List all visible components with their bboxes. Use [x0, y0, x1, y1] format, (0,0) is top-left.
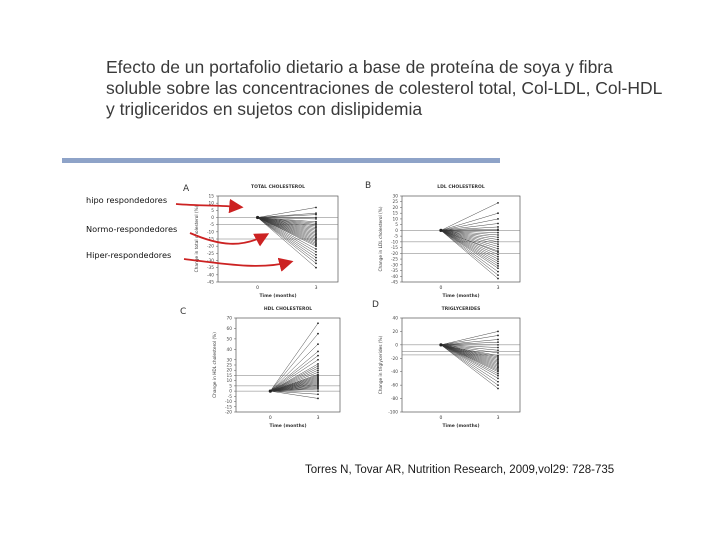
series-line	[441, 230, 498, 278]
series-end-point	[317, 333, 319, 335]
y-tick-label: -5	[209, 223, 214, 229]
series-end-point	[497, 271, 499, 273]
panel-title: LDL CHOLESTEROL	[437, 185, 485, 190]
baseline-point	[439, 343, 442, 346]
panel-a	[183, 184, 338, 299]
y-tick-label: 30	[392, 194, 398, 200]
series-end-point	[497, 388, 499, 390]
x-axis-label: Time (months)	[442, 294, 480, 299]
y-tick-label: 25	[226, 363, 232, 369]
y-tick-label: 25	[392, 200, 398, 206]
series-end-point	[315, 218, 317, 220]
series-end-point	[497, 349, 499, 351]
series-end-point	[497, 384, 499, 386]
series-line	[270, 391, 318, 394]
series-end-point	[497, 248, 499, 250]
y-tick-label: -10	[206, 230, 214, 236]
series-end-point	[497, 260, 499, 262]
series-end-point	[497, 226, 499, 228]
series-line	[441, 213, 498, 230]
y-tick-label: 0	[211, 216, 214, 221]
y-tick-label: -20	[390, 251, 398, 257]
annotation-arrow	[190, 233, 266, 244]
slide-title: Efecto de un portafolio dietario a base de proteína de soya y fibra soluble sobre las concentraciones de colesterol total, Col-LDL, Col-HDL y trigliceridos en sujetos con dislipidemia	[106, 57, 662, 119]
y-tick-label: -100	[388, 410, 398, 416]
y-tick-label: 10	[392, 217, 398, 223]
baseline-point	[269, 390, 272, 393]
y-tick-label: 5	[395, 223, 398, 229]
y-axis-label: Change in HDL cholesterol (%)	[213, 332, 218, 398]
y-axis-label: Change in total cholesterol (%)	[195, 205, 200, 273]
series-line	[441, 331, 498, 344]
series-end-point	[497, 373, 499, 375]
citation: Torres N, Tovar AR, Nutrition Research, 2009,vol29: 728-735	[305, 464, 615, 476]
y-tick-label: -45	[206, 280, 214, 286]
series-end-point	[317, 369, 319, 371]
y-tick-label: 10	[226, 379, 232, 385]
series-end-point	[497, 234, 499, 236]
y-tick-label: 5	[229, 384, 232, 390]
y-tick-label: -25	[206, 251, 214, 257]
series-end-point	[315, 262, 317, 264]
series-end-point	[317, 343, 319, 345]
panel-title: TOTAL CHOLESTEROL	[251, 185, 305, 190]
series-end-point	[315, 254, 317, 256]
annotation-label: hipo respondedores	[86, 195, 168, 205]
series-end-point	[317, 351, 319, 353]
series-end-point	[497, 223, 499, 225]
series-end-point	[497, 246, 499, 248]
series-end-point	[315, 214, 317, 216]
annotation-label: Hiper-respondedores	[86, 250, 172, 260]
y-tick-label: -5	[227, 394, 232, 400]
y-tick-label: 15	[208, 194, 214, 200]
series-end-point	[497, 274, 499, 276]
series-line	[441, 230, 498, 263]
series-end-point	[497, 339, 499, 341]
y-tick-label: 50	[226, 337, 232, 343]
series-end-point	[497, 278, 499, 280]
series-end-point	[315, 248, 317, 250]
y-tick-label: -45	[390, 280, 398, 286]
y-tick-label: -20	[390, 356, 398, 362]
y-tick-label: 0	[395, 228, 398, 234]
y-tick-label: -35	[206, 266, 214, 272]
y-tick-label: -10	[390, 240, 398, 246]
y-tick-label: -20	[206, 244, 214, 250]
x-tick-label: 0	[268, 416, 272, 421]
series-end-point	[497, 378, 499, 380]
panel-letter: D	[372, 300, 379, 310]
panel-c	[180, 306, 340, 429]
series-end-point	[497, 341, 499, 343]
panel-letter: C	[180, 307, 187, 317]
series-end-point	[497, 335, 499, 337]
x-tick-label: 0	[439, 286, 443, 291]
y-tick-label: 20	[392, 205, 398, 211]
series-end-point	[315, 251, 317, 253]
y-tick-label: -15	[206, 237, 214, 243]
series-end-point	[497, 254, 499, 256]
series-end-point	[497, 331, 499, 333]
annotation-label: Normo-respondedores	[86, 224, 178, 234]
baseline-point	[439, 229, 442, 232]
plot-frame	[402, 318, 520, 412]
series-end-point	[497, 241, 499, 243]
series-end-point	[317, 355, 319, 357]
series-end-point	[497, 243, 499, 245]
panel-b	[365, 181, 520, 299]
x-axis-label: Time (months)	[259, 294, 297, 299]
x-tick-label: 0	[439, 416, 443, 421]
y-tick-label: 15	[392, 211, 398, 217]
x-tick-label: 3	[316, 416, 320, 421]
y-tick-label: -5	[393, 234, 398, 240]
panel-letter: B	[365, 181, 372, 191]
series-end-point	[497, 267, 499, 269]
series-end-point	[497, 263, 499, 265]
series-end-point	[317, 322, 319, 324]
series-end-point	[497, 344, 499, 346]
series-end-point	[317, 359, 319, 361]
series-end-point	[497, 232, 499, 234]
y-tick-label: -40	[206, 273, 214, 279]
series-end-point	[315, 257, 317, 259]
y-tick-label: 60	[226, 326, 232, 332]
series-end-point	[497, 218, 499, 220]
y-tick-label: 10	[208, 201, 214, 207]
panel-title: TRIGLYCERIDES	[441, 307, 481, 312]
y-tick-label: -20	[224, 410, 232, 416]
x-tick-label: 0	[256, 286, 260, 291]
y-tick-label: 40	[226, 347, 232, 353]
series-end-point	[317, 388, 319, 390]
series-end-point	[317, 363, 319, 365]
series-end-point	[317, 371, 319, 373]
panel-d	[372, 300, 520, 429]
series-end-point	[497, 251, 499, 253]
y-tick-label: -40	[390, 274, 398, 280]
y-tick-label: -10	[224, 400, 232, 406]
series-end-point	[315, 245, 317, 247]
y-tick-label: -15	[390, 246, 398, 252]
series-line	[441, 203, 498, 231]
panel-letter: A	[183, 184, 190, 194]
y-tick-label: 15	[226, 373, 232, 379]
series-end-point	[497, 236, 499, 238]
series-end-point	[315, 267, 317, 269]
series-end-point	[497, 352, 499, 354]
series-end-point	[315, 207, 317, 209]
plot-frame	[236, 318, 340, 412]
series-end-point	[317, 393, 319, 395]
series-end-point	[317, 365, 319, 367]
series-end-point	[317, 398, 319, 400]
series-end-point	[315, 260, 317, 262]
series-end-point	[497, 230, 499, 232]
y-tick-label: -30	[206, 259, 214, 264]
series-end-point	[497, 371, 499, 373]
series-line	[270, 334, 318, 391]
y-tick-label: -30	[390, 263, 398, 269]
series-end-point	[497, 212, 499, 214]
series-end-point	[317, 390, 319, 392]
series-end-point	[497, 258, 499, 260]
y-tick-label: 70	[226, 316, 232, 322]
y-tick-label: 20	[226, 368, 232, 374]
series-end-point	[317, 367, 319, 369]
panel-title: HDL CHOLESTEROL	[263, 307, 313, 312]
y-tick-label: -25	[390, 257, 398, 263]
series-end-point	[497, 381, 499, 383]
x-tick-label: 3	[496, 416, 500, 421]
y-axis-label: Change in triglycerides (%)	[379, 335, 384, 395]
series-end-point	[497, 347, 499, 349]
series-end-point	[497, 239, 499, 241]
y-tick-label: -80	[390, 397, 398, 403]
y-tick-label: -35	[390, 269, 398, 275]
y-tick-label: -40	[390, 370, 398, 376]
x-tick-label: 3	[496, 286, 500, 291]
series-line	[441, 345, 498, 374]
y-tick-label: 40	[392, 316, 398, 322]
x-axis-label: Time (months)	[442, 424, 480, 429]
series-end-point	[497, 202, 499, 204]
series-end-point	[497, 256, 499, 258]
series-line	[441, 345, 498, 379]
series-line	[270, 391, 318, 398]
y-tick-label: -15	[224, 405, 232, 411]
y-tick-label: 0	[229, 389, 232, 395]
series-end-point	[497, 265, 499, 267]
y-tick-label: -60	[390, 383, 398, 389]
x-tick-label: 3	[314, 286, 318, 291]
baseline-point	[256, 216, 259, 219]
x-axis-label: Time (months)	[269, 424, 307, 429]
y-tick-label: 5	[211, 208, 214, 214]
y-tick-label: 0	[395, 343, 398, 349]
series-end-point	[497, 375, 499, 377]
y-tick-label: 30	[226, 358, 232, 364]
y-axis-label: Change in LDL cholesterol (%)	[379, 206, 384, 272]
y-tick-label: 20	[392, 329, 398, 335]
